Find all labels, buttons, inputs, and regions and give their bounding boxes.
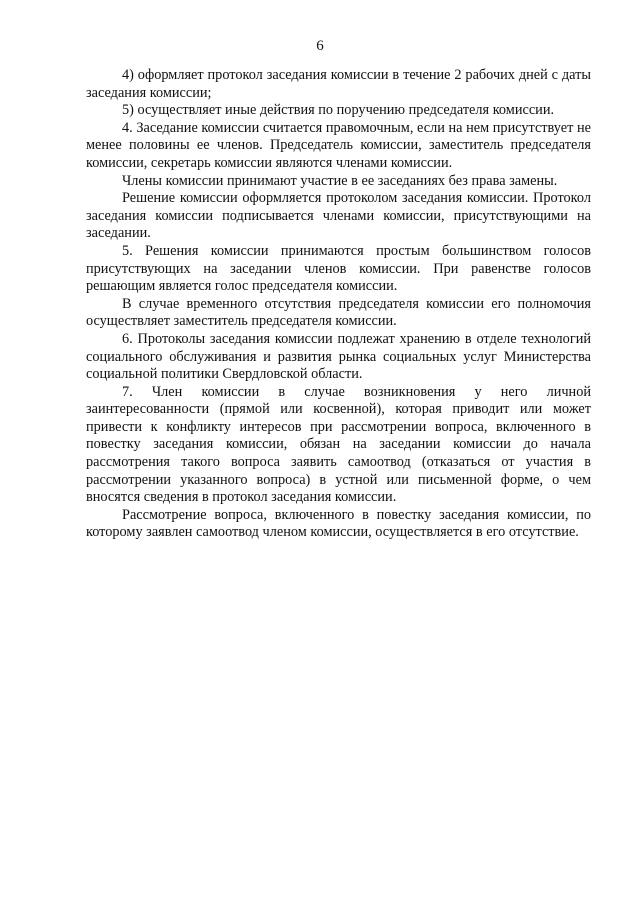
paragraph-section-6-storage: 6. Протоколы заседания комиссии подлежат хранению в отделе технологий социального обслуживания и развития рынка социальных услуг Министерства социальной политики Свердловской области.	[86, 330, 591, 383]
paragraph-decision-protocol: Решение комиссии оформляется протоколом заседания комиссии. Протокол заседания комиссии подписывается членами комиссии, присутствующими на заседании.	[86, 190, 591, 242]
paragraph-item-5: 5) осуществляет иные действия по поручению председателя комиссии.	[122, 102, 555, 119]
paragraph-recusal-consideration: Рассмотрение вопроса, включенного в повестку заседания комиссии, по которому заявлен самоотвод членом комиссии, осуществляется в его отсутствие.	[86, 506, 591, 541]
paragraph-members-no-substitution: Члены комиссии принимают участие в ее заседаниях без права замены.	[122, 172, 558, 189]
document-body	[86, 67, 591, 542]
paragraph-item-4: 4) оформляет протокол заседания комиссии в течение 2 рабочих дней с даты заседания комиссии;	[86, 67, 591, 101]
paragraph-chair-absence: В случае временного отсутствия председателя комиссии его полномочия осуществляет заместитель председателя комиссии.	[86, 295, 591, 330]
paragraph-section-5-voting: 5. Решения комиссии принимаются простым большинством голосов присутствующих на заседании членов комиссии. При равенстве голосов решающим является голос председателя комиссии.	[86, 242, 591, 295]
paragraph-section-4-quorum: 4. Заседание комиссии считается правомочным, если на нем присутствует не менее половины ее членов. Председатель комиссии, заместитель председателя комиссии, секретарь комиссии являются членами комиссии.	[86, 119, 591, 171]
page-number: 6	[316, 38, 324, 54]
paragraph-section-7-conflict-of-interest: 7. Член комиссии в случае возникновения у него личной заинтересованности (прямой или косвенной), которая приводит или может привести к конфликту интересов при рассмотрении вопроса, включенного в повестку заседания комиссии, обязан на заседании комиссии до начала рассмотрения такого вопроса заявить самоотвод (отказаться от участия в рассмотрении указанного вопроса) в устной или письменной форме, о чем вносятся сведения в протокол заседания комиссии.	[86, 383, 591, 506]
